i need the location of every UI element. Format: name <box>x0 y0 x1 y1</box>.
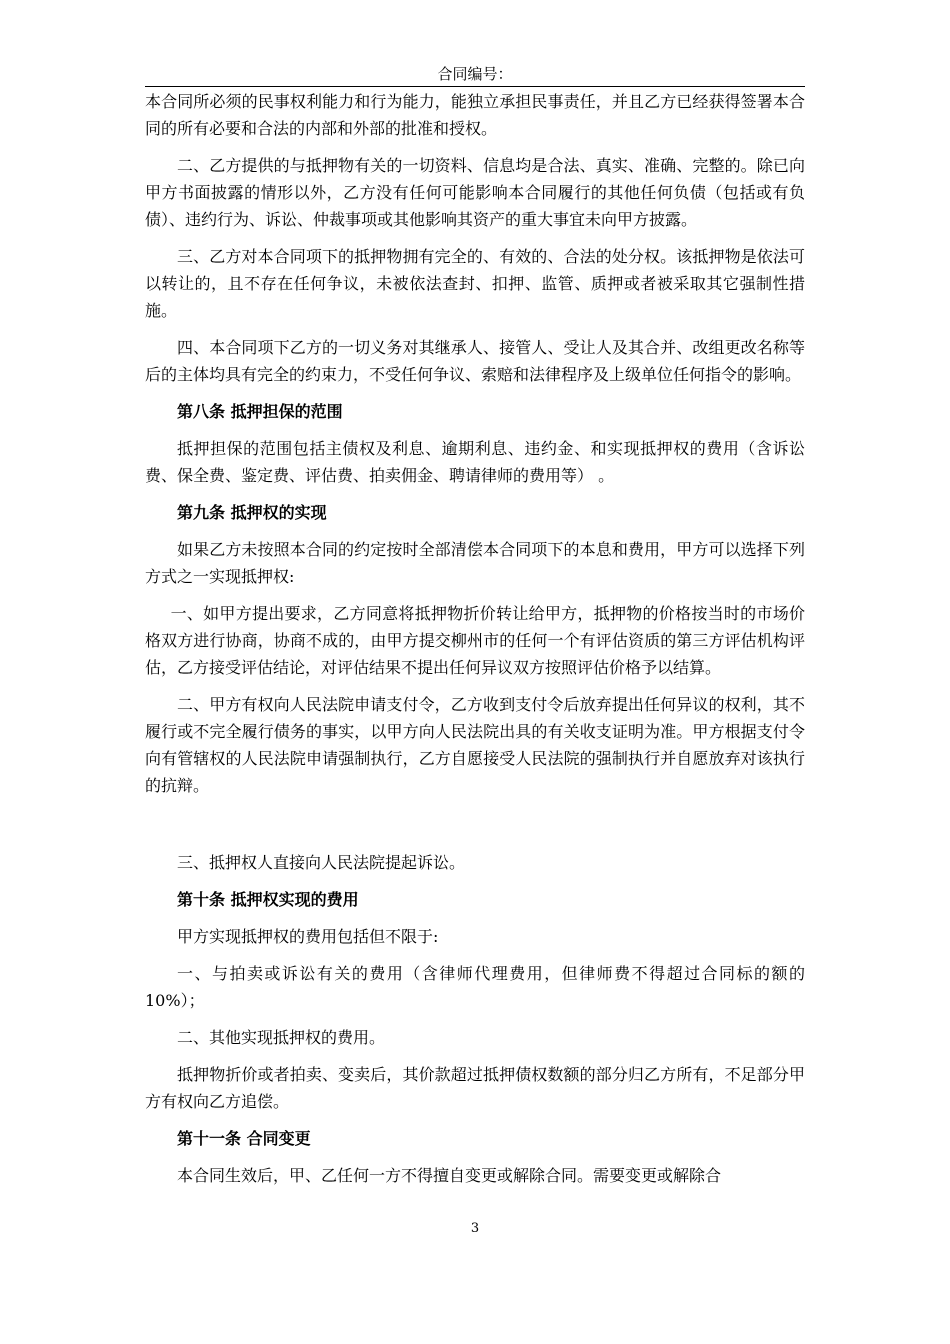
paragraph: 一、与拍卖或诉讼有关的费用（含律师代理费用，但律师费不得超过合同标的额的10%）； <box>145 964 805 1010</box>
paragraph: 三、乙方对本合同项下的抵押物拥有完全的、有效的、合法的处分权。该抵押物是依法可以转让的，且不存在任何争议，未被依法查封、扣押、监管、质押或者被采取其它强制性措施。 <box>145 247 805 320</box>
header-rule <box>145 86 805 87</box>
paragraph: 三、抵押权人直接向人民法院提起诉讼。 <box>177 853 466 872</box>
paragraph: 本合同生效后，甲、乙任何一方不得擅自变更或解除合同。需要变更或解除合 <box>177 1166 722 1185</box>
paragraph: 二、其他实现抵押权的费用。 <box>177 1028 386 1047</box>
article-8-heading: 第八条 抵押担保的范围 <box>177 402 343 421</box>
paragraph: 二、甲方有权向人民法院申请支付令，乙方收到支付令后放弃提出任何异议的权利，其不履行或不完全履行债务的事实，以甲方向人民法院出具的有关收支证明为准。甲方根据支付令向有管辖权的人民法院申请强制执行，乙方自愿接受人民法院的强制执行并自愿放弃对该执行的抗辩。 <box>145 695 805 795</box>
spacer <box>145 809 805 849</box>
contract-number-label: 合同编号： <box>437 65 513 83</box>
article-9-heading: 第九条 抵押权的实现 <box>177 503 327 522</box>
paragraph: 抵押担保的范围包括主债权及利息、逾期利息、违约金、和实现抵押权的费用（含诉讼费、保全费、鉴定费、评估费、拍卖佣金、聘请律师的费用等） 。 <box>145 439 805 485</box>
paragraph: 甲方实现抵押权的费用包括但不限于: <box>177 927 439 946</box>
paragraph: 本合同所必须的民事权利能力和行为能力，能独立承担民事责任，并且乙方已经获得签署本合同的所有必要和合法的内部和外部的批准和授权。 <box>145 92 805 138</box>
article-10-heading: 第十条 抵押权实现的费用 <box>177 890 359 909</box>
paragraph: 二、乙方提供的与抵押物有关的一切资料、信息均是合法、真实、准确、完整的。除已向甲方书面披露的情形以外，乙方没有任何可能影响本合同履行的其他任何负债（包括或有负债）、违约行为、诉讼、仲裁事项或其他影响其资产的重大事宜未向甲方披露。 <box>145 156 805 229</box>
paragraph: 抵押物折价或者拍卖、变卖后，其价款超过抵押债权数额的部分归乙方所有，不足部分甲方有权向乙方追偿。 <box>145 1065 805 1111</box>
paragraph: 如果乙方未按照本合同的约定按时全部清偿本合同项下的本息和费用，甲方可以选择下列方式之一实现抵押权: <box>145 540 805 586</box>
document-body <box>145 88 805 1199</box>
paragraph: 四、本合同项下乙方的一切义务对其继承人、接管人、受让人及其合并、改组更改名称等后的主体均具有完全的约束力，不受任何争议、索赔和法律程序及上级单位任何指令的影响。 <box>145 338 805 384</box>
page-header <box>145 64 805 84</box>
page-number: 3 <box>470 1221 480 1236</box>
paragraph: 一、如甲方提出要求，乙方同意将抵押物折价转让给甲方，抵押物的价格按当时的市场价格双方进行协商，协商不成的，由甲方提交柳州市的任何一个有评估资质的第三方评估机构评估，乙方接受评估结论，对评估结果不提出任何异议双方按照评估价格予以结算。 <box>145 604 805 677</box>
article-11-heading: 第十一条 合同变更 <box>177 1129 311 1148</box>
